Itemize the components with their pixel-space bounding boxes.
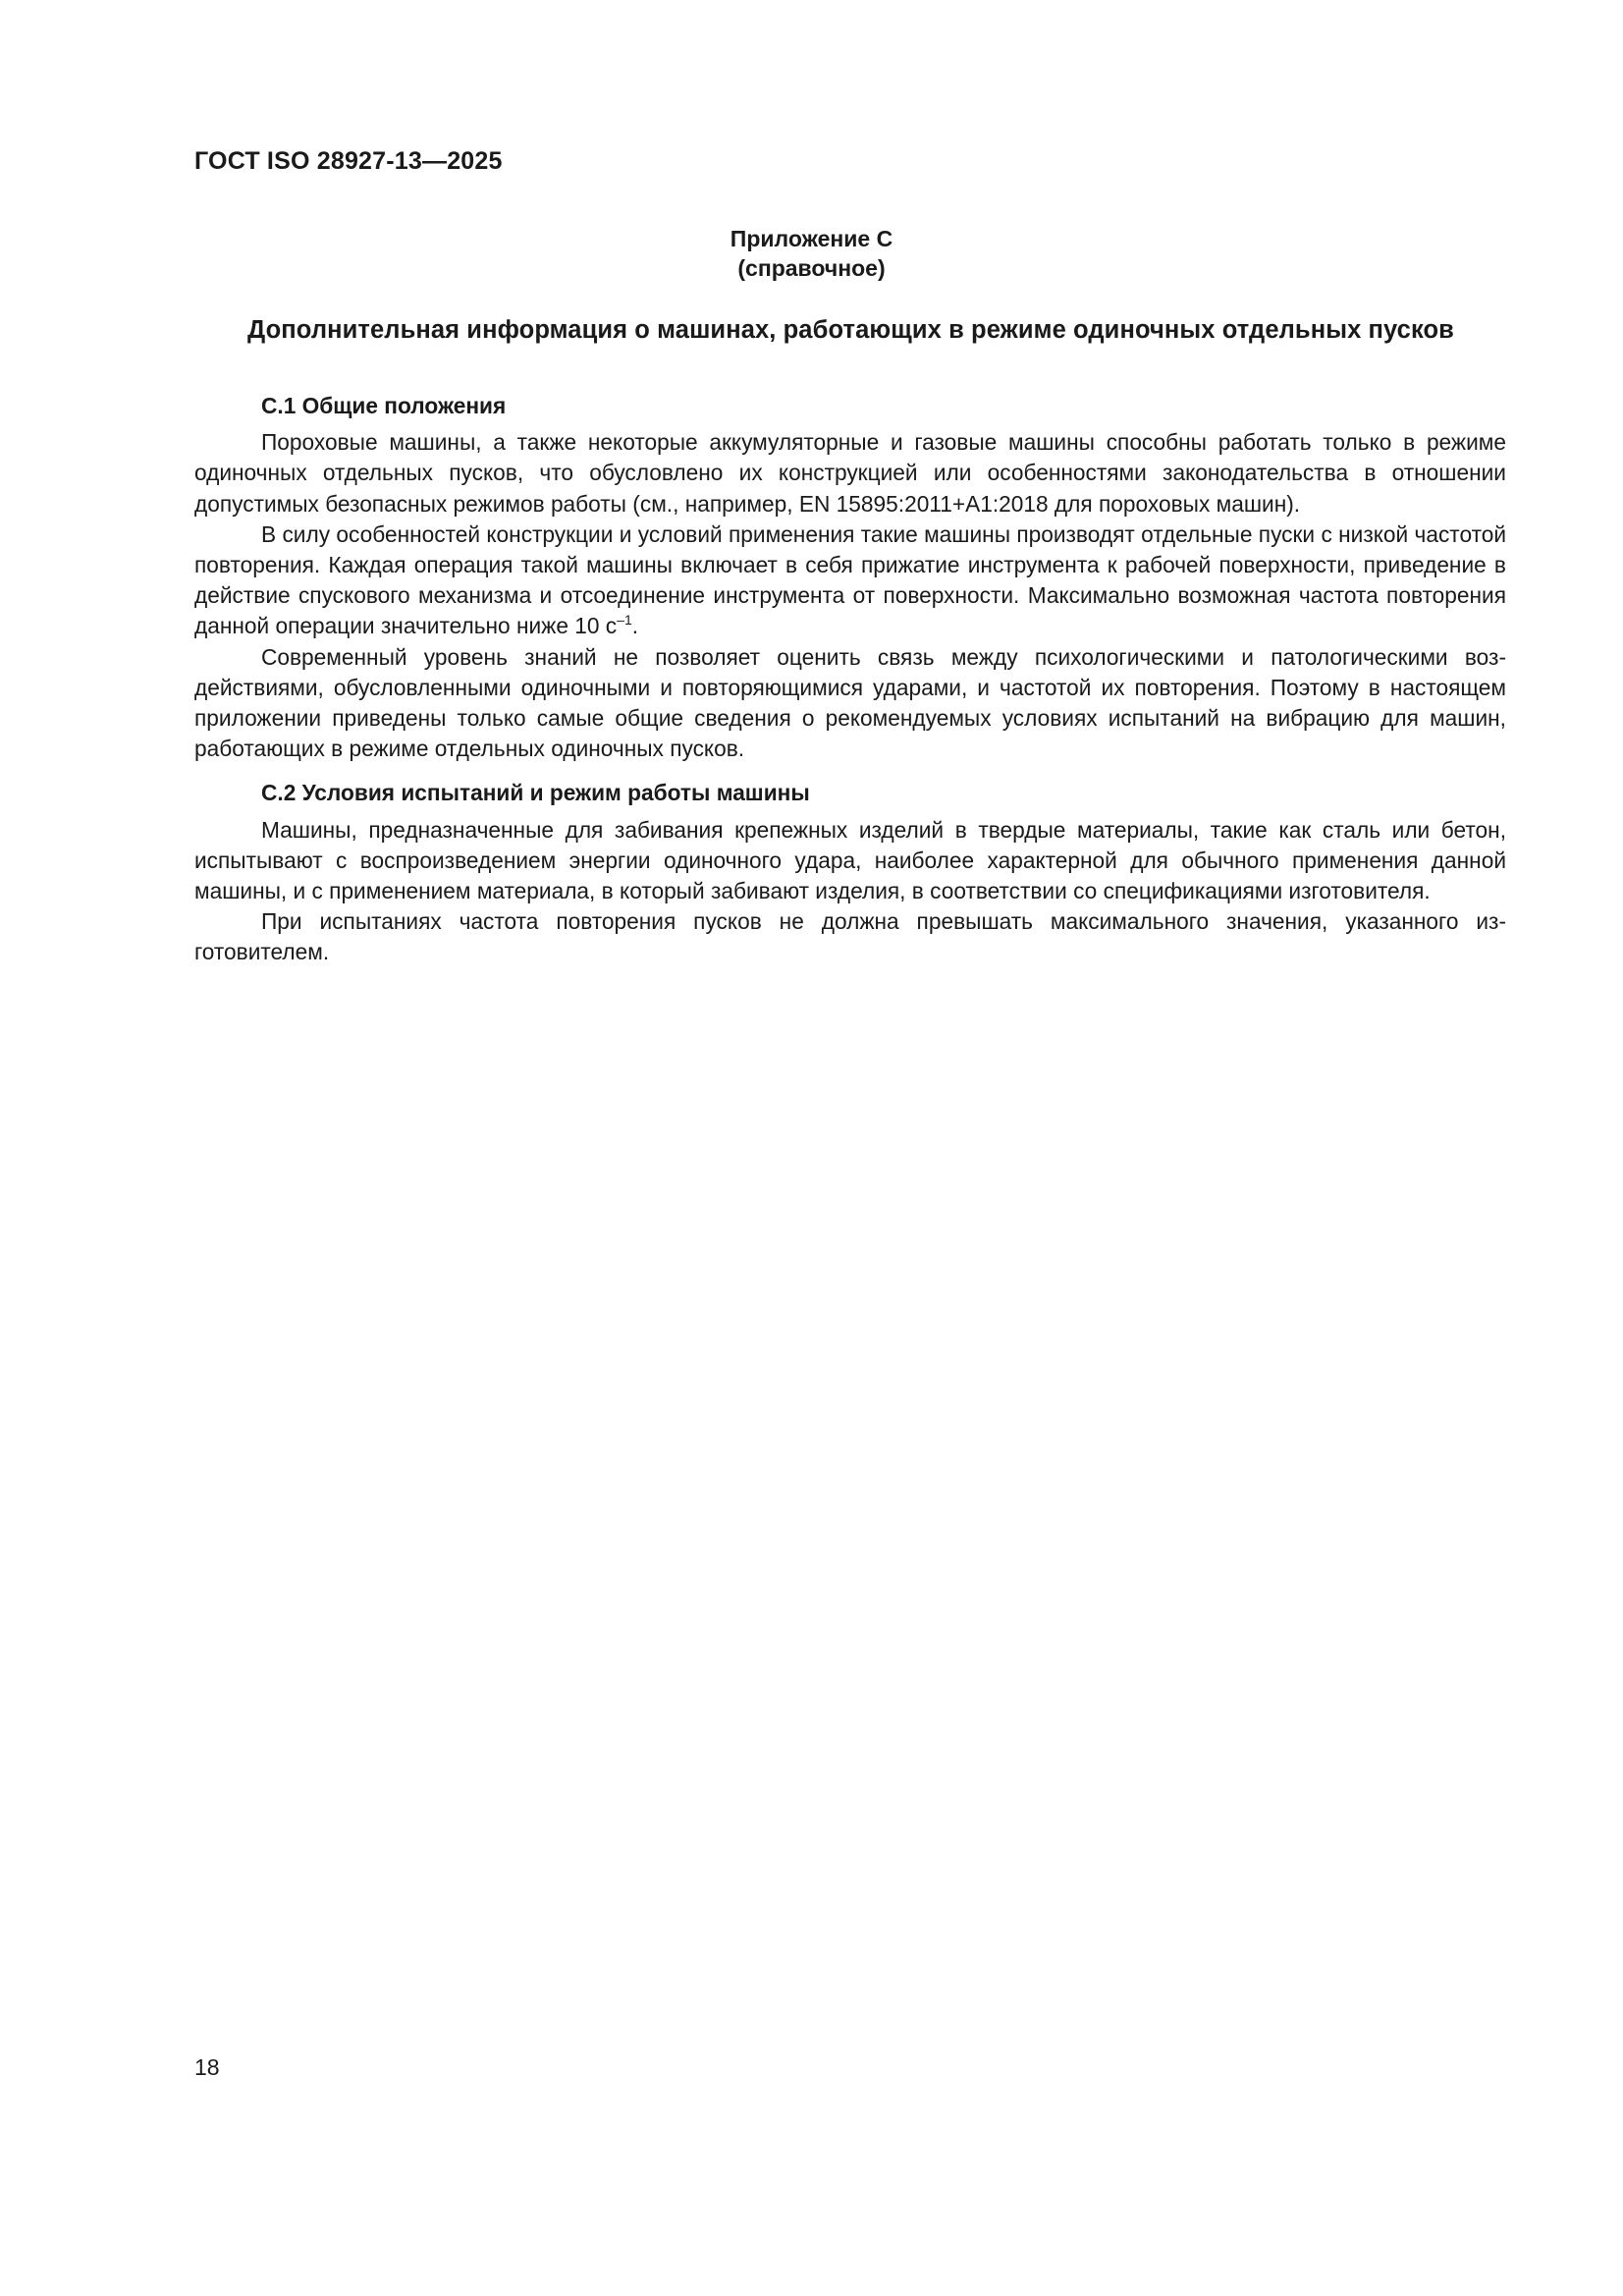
paragraph: Машины, предназначенные для забивания крепежных изделий в твердые материалы, такие как сталь или бетон, испытывают с воспроизведением энергии одиночного удара, наиболее характерной для обычного применения данной машины, и с применением материала, в который забивают изделия, в соответствии со спецификациями изготовителя. — [194, 816, 1506, 904]
paragraph: Пороховые машины, а также некоторые аккумуляторные и газовые машины способны работать только в режиме одиночных отдельных пусков, что обусловлено их конструкцией или особенностями законодательства в отношении допустимых безопасных режимов работы (см., например, EN 15895:2011+A1:2018 для пороховых машин). — [194, 429, 1506, 517]
unit-exponent: –1 — [617, 611, 632, 628]
section-heading-c2: С.2 Условия испытаний и режим работы машины — [261, 780, 810, 806]
paragraph: При испытаниях частота повторения пусков не должна превышать максимального значения, указанного изготовителем. — [194, 908, 1506, 965]
page-number: 18 — [194, 2054, 220, 2080]
annex-label: Приложение С — [730, 226, 893, 251]
paragraph-end: . — [631, 613, 639, 639]
annex-title: Дополнительная информация о машинах, работающих в режиме одиночных отдельных пусков — [247, 316, 1454, 344]
annex-heading — [0, 224, 1623, 283]
paragraph — [194, 519, 1506, 642]
annex-kind: (справочное) — [737, 255, 886, 281]
document-code: ГОСТ ISO 28927-13—2025 — [194, 147, 503, 175]
paragraph-text: В силу особенностей конструкции и условий применения такие машины производят отдельные пуски с низкой частотой повторения. Каждая операция такой машины включает в себя прижатие инструмента к рабочей поверхности, приведение в действие спускового механизма и отсоединение инструмента от поверхности. Максимально возможная частота повторения данной операции значительно ниже 10 с — [194, 520, 1506, 639]
section-heading-c1: С.1 Общие положения — [261, 393, 507, 418]
document-body — [194, 391, 1506, 968]
paragraph: Современный уровень знаний не позволяет оценить связь между психологическими и патологическими воздействиями, обусловленными одиночными и повторяющимися ударами, и частотой их повторения. Поэтому в настоящем приложении приведены только самые общие сведения о рекомендуемых условиях испытаний на вибрацию для машин, работающих в режиме отдельных одиночных пусков. — [194, 643, 1506, 762]
